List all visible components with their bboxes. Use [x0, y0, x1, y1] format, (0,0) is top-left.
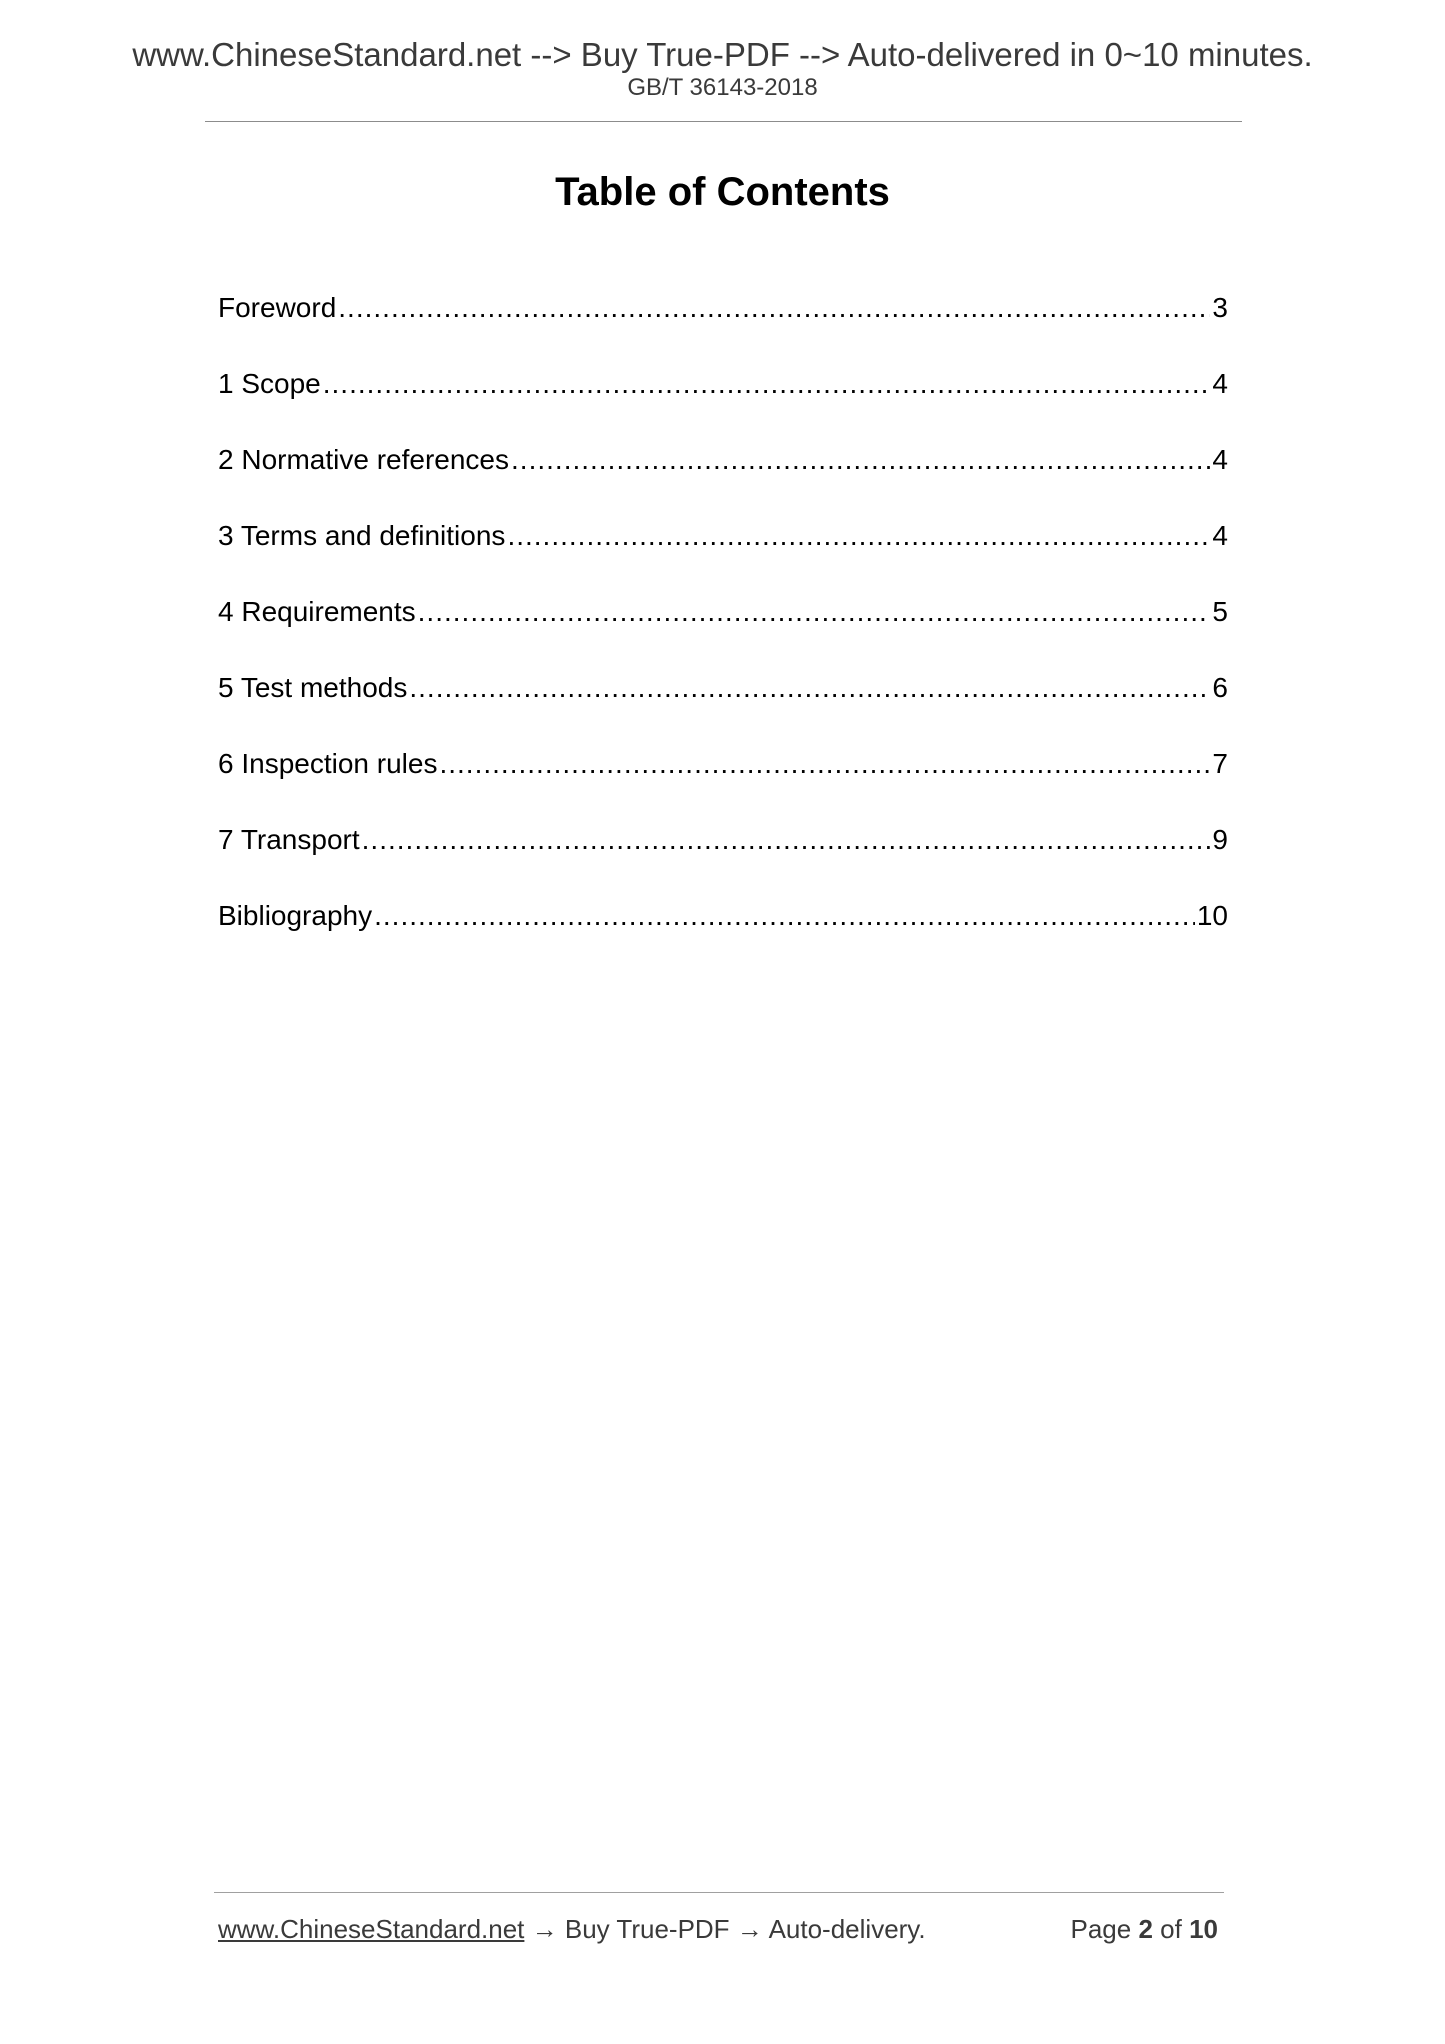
standard-code: GB/T 36143-2018: [627, 74, 818, 101]
toc-entry-page: 3: [1212, 292, 1228, 323]
header-divider: [205, 121, 1242, 122]
toc-entry-test-methods[interactable]: [218, 670, 1228, 746]
dot-leader: [418, 594, 1211, 630]
toc-entry-label: 1 Scope: [218, 368, 321, 399]
toc-entry-terms-and-definitions[interactable]: [218, 518, 1228, 594]
toc-entry-bibliography[interactable]: [218, 898, 1228, 974]
toc-entry-page: 6: [1212, 672, 1228, 703]
current-page-number: 2: [1138, 1914, 1153, 1944]
page-number-indicator: [1070, 1916, 1218, 1942]
toc-entry-transport[interactable]: [218, 822, 1228, 898]
toc-entry-scope[interactable]: [218, 366, 1228, 442]
toc-entry-label: 5 Test methods: [218, 672, 408, 703]
toc-entry-label: 2 Normative references: [218, 444, 510, 475]
toc-entry-label: Bibliography: [218, 900, 373, 931]
footer-site-link[interactable]: www.ChineseStandard.net: [218, 1914, 525, 1944]
top-banner: www.ChineseStandard.net --> Buy True-PDF --> Auto-delivered in 0~10 minutes.: [132, 36, 1313, 73]
toc-entry-page: 4: [1212, 368, 1228, 399]
toc-entry-label: 3 Terms and definitions: [218, 520, 506, 551]
toc-entry-page: 4: [1212, 520, 1228, 551]
toc-entry-foreword[interactable]: [218, 290, 1228, 366]
page-footer: [218, 1916, 1218, 1942]
dot-leader: [507, 518, 1210, 554]
toc-entry-page: 7: [1212, 748, 1228, 779]
of-word: of: [1160, 1914, 1182, 1944]
dot-leader: [323, 366, 1211, 402]
toc-entry-requirements[interactable]: [218, 594, 1228, 670]
dot-leader: [374, 898, 1195, 934]
dot-leader: [511, 442, 1210, 478]
dot-leader: [362, 822, 1211, 858]
toc-entry-page: 5: [1212, 596, 1228, 627]
toc-entry-label: 6 Inspection rules: [218, 748, 438, 779]
total-pages-number: 10: [1189, 1914, 1218, 1944]
toc-entry-label: Foreword: [218, 292, 337, 323]
dot-leader: [338, 290, 1210, 326]
footer-tagline: → Buy True-PDF → Auto-delivery.: [524, 1914, 926, 1944]
footer-divider: [214, 1892, 1224, 1893]
page-title: Table of Contents: [555, 170, 890, 214]
toc-entry-page: 9: [1212, 824, 1228, 855]
table-of-contents: [218, 290, 1228, 974]
toc-entry-normative-references[interactable]: [218, 442, 1228, 518]
toc-entry-page: 4: [1212, 444, 1228, 475]
toc-entry-page: 10: [1196, 900, 1228, 931]
dot-leader: [439, 746, 1210, 782]
toc-entry-inspection-rules[interactable]: [218, 746, 1228, 822]
page-word: Page: [1070, 1914, 1132, 1944]
toc-entry-label: 7 Transport: [218, 824, 360, 855]
dot-leader: [409, 670, 1210, 706]
toc-entry-label: 4 Requirements: [218, 596, 416, 627]
